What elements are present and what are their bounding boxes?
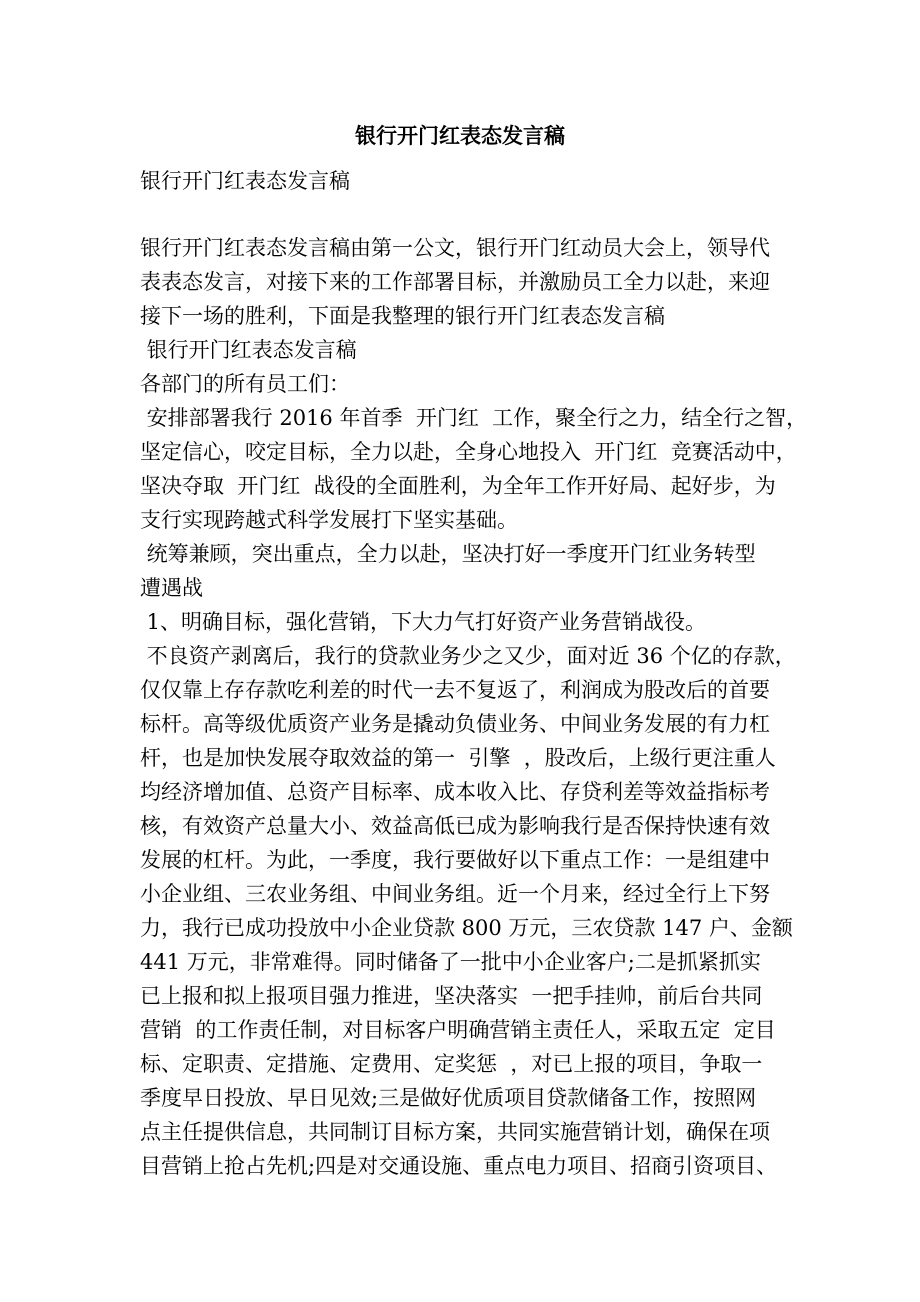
paragraph-line: 发展的杠杆。为此，一季度，我行要做好以下重点工作：一是组建中 xyxy=(140,848,770,872)
paragraph-line: 安排部署我行 2016 年首季 开门红 工作，聚全行之力，结全行之智， xyxy=(140,406,808,430)
paragraph-line: 目营销上抢占先机;四是对交通设施、重点电力项目、招商引资项目、 xyxy=(140,1154,778,1178)
paragraph-line: 各部门的所有员工们： xyxy=(140,372,350,396)
paragraph-line: 接下一场的胜利，下面是我整理的银行开门红表态发言稿 xyxy=(140,304,665,328)
paragraph-line: 坚决夺取 开门红 战役的全面胜利，为全年工作开好局、起好步，为 xyxy=(140,474,776,498)
document-title: 银行开门红表态发言稿 xyxy=(355,123,565,148)
paragraph-line: 1、明确目标，强化营销，下大力气打好资产业务营销战役。 xyxy=(140,610,707,634)
paragraph-line: 坚定信心，咬定目标，全力以赴，全身心地投入 开门红 竞赛活动中， xyxy=(140,440,797,464)
document-subtitle: 银行开门红表态发言稿 xyxy=(140,169,350,193)
paragraph-line: 支行实现跨越式科学发展打下坚实基础。 xyxy=(140,508,518,532)
paragraph-line: 表表态发言，对接下来的工作部署目标，并激励员工全力以赴，来迎 xyxy=(140,270,770,294)
paragraph-line: 营销 的工作责任制，对目标客户明确营销主责任人，采取五定 定目 xyxy=(140,1018,776,1042)
paragraph-line: 银行开门红表态发言稿 xyxy=(140,338,357,362)
paragraph-line: 小企业组、三农业务组、中间业务组。近一个月来，经过全行上下努 xyxy=(140,882,770,906)
paragraph-line: 遭遇战 xyxy=(140,576,203,600)
paragraph-line: 标杆。高等级优质资产业务是撬动负债业务、中间业务发展的有力杠 xyxy=(140,712,770,736)
paragraph-line: 441 万元，非常难得。同时储备了一批中小企业客户;二是抓紧抓实 xyxy=(140,950,761,974)
paragraph-line: 标、定职责、定措施、定费用、定奖惩 ，对已上报的项目，争取一 xyxy=(140,1052,763,1076)
paragraph-line: 力，我行已成功投放中小企业贷款 800 万元，三农贷款 147 户、金额 xyxy=(140,916,793,940)
paragraph-line: 点主任提供信息，共同制订目标方案，共同实施营销计划，确保在项 xyxy=(140,1120,770,1144)
paragraph-line: 不良资产剥离后，我行的贷款业务少之又少，面对近 36 个亿的存款， xyxy=(140,644,796,668)
paragraph-line: 仅仅靠上存存款吃利差的时代一去不复返了，利润成为股改后的首要 xyxy=(140,678,770,702)
paragraph-line: 核，有效资产总量大小、效益高低已成为影响我行是否保持快速有效 xyxy=(140,814,770,838)
paragraph-line: 统筹兼顾，突出重点，全力以赴，坚决打好一季度开门红业务转型 xyxy=(140,542,756,566)
paragraph-line: 均经济增加值、总资产目标率、成本收入比、存贷利差等效益指标考 xyxy=(140,780,770,804)
paragraph-line: 已上报和拟上报项目强力推进，坚决落实 一把手挂帅，前后台共同 xyxy=(140,984,763,1008)
paragraph-line: 银行开门红表态发言稿由第一公文，银行开门红动员大会上，领导代 xyxy=(140,236,770,260)
paragraph-line: 杆，也是加快发展夺取效益的第一 引擎 ，股改后，上级行更注重人 xyxy=(140,746,776,770)
paragraph-line: 季度早日投放、早日见效;三是做好优质项目贷款储备工作，按照网 xyxy=(140,1086,757,1110)
